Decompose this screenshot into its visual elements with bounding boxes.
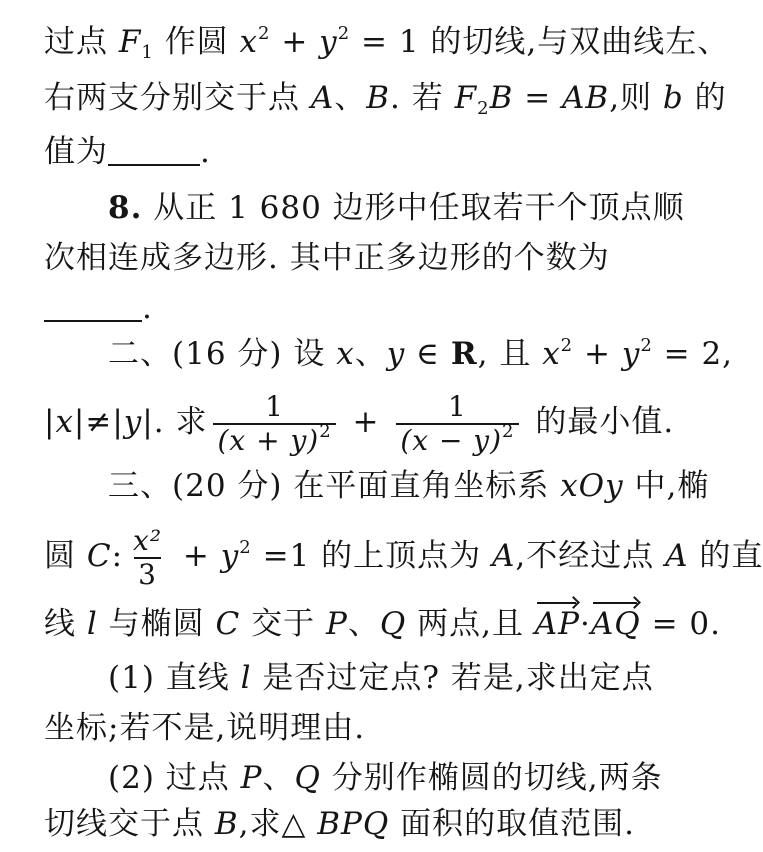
text: 圆 [44, 538, 87, 574]
text-line-7 [108, 328, 734, 380]
text: 两点,且 [406, 606, 535, 642]
text: 、 [334, 80, 367, 116]
operator: = [513, 80, 563, 116]
var-ab: AB [562, 80, 610, 116]
text: 作圆 [153, 24, 240, 60]
var-l: l [240, 660, 252, 696]
text-line-11 [44, 598, 721, 650]
text: (2) 过点 [108, 760, 241, 796]
text: 三、(20 分) 在平面直角坐标系 [108, 468, 561, 504]
text: 、 [262, 760, 295, 796]
expr: (x − y) [400, 423, 503, 457]
fraction-numerator: x² [133, 523, 163, 557]
text: 从正 1 680 边形中任取若干个顶点顺 [142, 190, 685, 226]
text: 次相连成多边形. 其中正多边形的个数为 [44, 240, 610, 276]
text: =1 的上顶点为 [251, 538, 492, 574]
text: 、 [354, 336, 387, 372]
var-a: A [665, 538, 689, 574]
fraction-denominator [213, 420, 335, 457]
var-b-lower: b [662, 80, 684, 116]
var-y: y [220, 538, 240, 574]
text: 二、(16 分) 设 [108, 336, 337, 372]
var-xoy: xOy [560, 468, 624, 504]
text: ,求△ [238, 806, 318, 842]
text: , 且 [477, 336, 543, 372]
var-q: Q [379, 606, 407, 642]
vector-aq: AQ [591, 598, 641, 650]
var-b: B [489, 80, 514, 116]
var-f: F [118, 24, 142, 60]
text: 、 [347, 606, 380, 642]
text: (1) 直线 [108, 660, 241, 696]
text: . [200, 134, 211, 170]
text-line-6 [44, 282, 664, 334]
superscript: 2 [502, 420, 515, 442]
text: = 1 的切线,与双曲线左、 [350, 24, 730, 60]
text: = 2, [652, 336, 734, 372]
var-l: l [86, 606, 98, 642]
reals-symbol: R [450, 336, 478, 372]
operator: + [172, 538, 221, 574]
text-line-4 [108, 182, 685, 234]
answer-blank[interactable] [108, 132, 200, 166]
fraction-denominator: 3 [134, 557, 161, 591]
fraction-1 [213, 391, 335, 457]
var-c: C [215, 606, 241, 642]
superscript: 2 [337, 23, 351, 44]
var-p: P [240, 760, 263, 796]
superscript: 2 [239, 537, 252, 558]
expr: (x + y) [217, 423, 320, 457]
text: . 求 [153, 404, 208, 440]
text: 是否过定点? 若是,求出定点 [251, 660, 654, 696]
text: 分别作椭圆的切线,两条 [320, 760, 663, 796]
var-y: y [621, 336, 641, 372]
var-x: x [239, 24, 259, 60]
fraction-denominator [396, 420, 518, 457]
var-bpq: BPQ [317, 806, 390, 842]
operator: + [341, 404, 391, 440]
text-line-8 [44, 384, 675, 460]
fraction-ellipse [129, 525, 166, 591]
var-y: y [319, 24, 338, 60]
text: 与椭圆 [97, 606, 216, 642]
fraction-2 [396, 391, 518, 457]
text: 的直 [688, 538, 763, 574]
var-b: B [366, 80, 391, 116]
text-line-5 [44, 232, 664, 284]
var-a: A [491, 538, 516, 574]
text-line-12 [108, 652, 664, 704]
text: 过点 [44, 24, 119, 60]
operator: + [573, 336, 622, 372]
text-line-9 [108, 460, 710, 512]
fraction-numerator: 1 [448, 389, 467, 423]
vector-ap: AP [535, 598, 580, 650]
var-c: C [86, 538, 112, 574]
var-b: B [214, 806, 239, 842]
fraction-numerator: 1 [265, 389, 284, 423]
abs-condition: |x|≠|y| [44, 404, 154, 440]
operator: · [580, 606, 591, 642]
text: 值为 [44, 134, 108, 170]
text: . [142, 290, 153, 326]
var-x: x [336, 336, 355, 372]
text: 中,椭 [623, 468, 710, 504]
text: 的 [683, 80, 727, 116]
text-line-14 [108, 752, 664, 804]
text-line-3 [44, 126, 664, 178]
var-f: F [454, 80, 478, 116]
superscript: 2 [319, 420, 332, 442]
text: 面积的取值范围. [389, 806, 635, 842]
superscript: 2 [560, 335, 574, 356]
text: ,则 [609, 80, 663, 116]
subscript: 2 [477, 98, 490, 119]
text: 交于 [240, 606, 326, 642]
text: 线 [44, 606, 87, 642]
var-y: y [386, 336, 406, 372]
var-p: P [325, 606, 348, 642]
text-line-2 [44, 72, 727, 124]
answer-blank[interactable] [44, 288, 142, 322]
text-line-1 [44, 16, 730, 68]
subscript: 1 [141, 42, 154, 63]
text: = 0. [640, 606, 721, 642]
text: 右两支分别交于点 [44, 80, 311, 116]
operator: ∈ [405, 336, 451, 372]
text-line-10 [44, 520, 763, 592]
text: 切线交于点 [44, 806, 215, 842]
text: . 若 [390, 80, 455, 116]
text: 的最小值. [524, 404, 675, 440]
var-q: Q [294, 760, 321, 796]
question-number: 8. [108, 190, 143, 226]
text-line-15 [44, 798, 664, 850]
text: 坐标;若不是,说明理由. [44, 710, 366, 746]
text: ,不经过点 [515, 538, 666, 574]
var-a: A [310, 80, 335, 116]
text: : [111, 538, 124, 574]
superscript: 2 [640, 335, 653, 356]
var-x: x [542, 336, 561, 372]
text-line-13 [44, 702, 664, 754]
operator: + [270, 24, 320, 60]
superscript: 2 [258, 23, 271, 44]
